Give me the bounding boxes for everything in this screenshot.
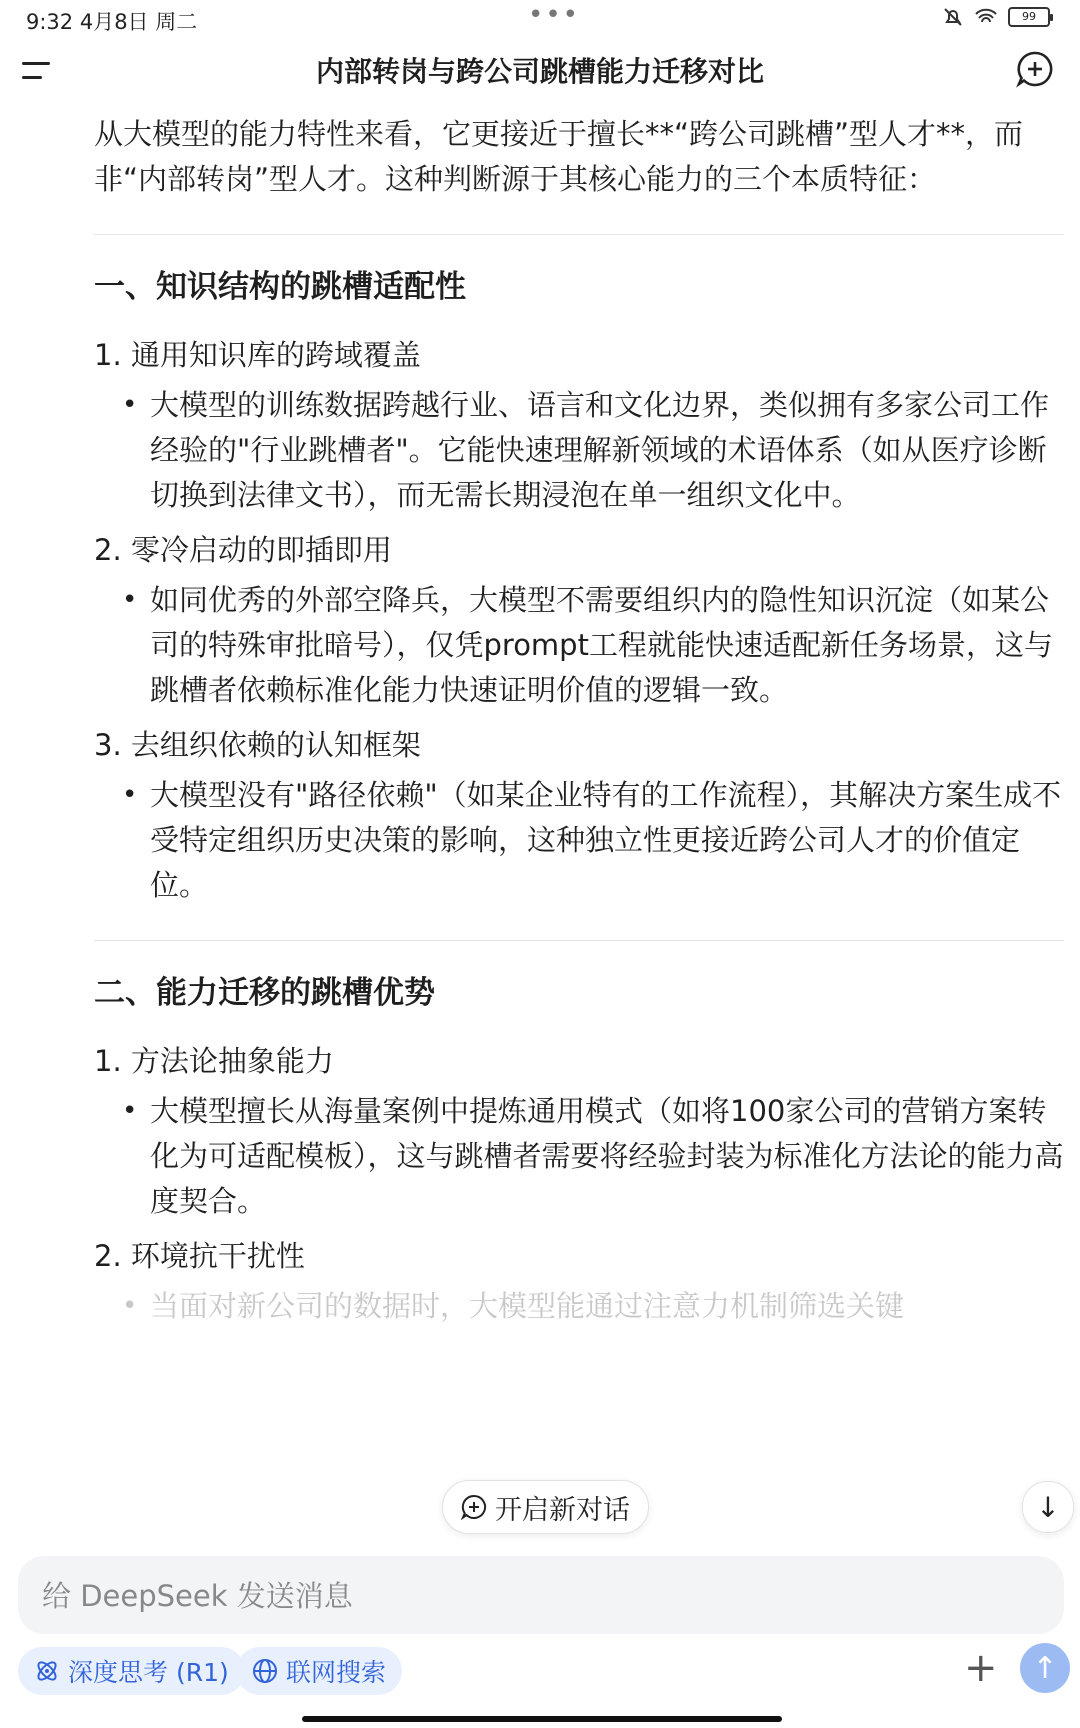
- list-item-title: 3. 去组织依赖的认知框架: [94, 728, 421, 762]
- home-indicator[interactable]: [302, 1716, 782, 1722]
- attach-plus-icon[interactable]: +: [964, 1645, 998, 1691]
- bullet-text: • 大模型擅长从海量案例中提炼通用模式（如将100家公司的营销方案转化为可适配模板），这与跳槽者需要将经验封装为标准化方法论的能力高度契合。: [94, 1089, 1064, 1224]
- web-search-label: 联网搜索: [286, 1658, 387, 1687]
- message-content: [94, 112, 1064, 1337]
- message-input[interactable]: [18, 1556, 1064, 1634]
- deep-think-toggle[interactable]: [18, 1647, 245, 1695]
- arrow-up-icon: ↑: [1032, 1650, 1058, 1686]
- scroll-down-button[interactable]: [1022, 1481, 1074, 1533]
- mute-bell-icon: [942, 6, 964, 28]
- divider: [94, 940, 1064, 941]
- arrow-down-icon: ↓: [1036, 1490, 1060, 1524]
- status-icons: [942, 6, 1050, 28]
- new-chat-icon[interactable]: [1016, 50, 1054, 88]
- web-search-toggle[interactable]: [236, 1647, 402, 1695]
- new-chat-label: 开启新对话: [495, 1494, 630, 1526]
- divider: [94, 234, 1064, 235]
- deep-think-label: 深度思考 (R1): [68, 1658, 229, 1687]
- wifi-icon: [974, 7, 998, 27]
- battery-icon: 99: [1008, 7, 1050, 27]
- bullet-text: • 大模型的训练数据跨越行业、语言和文化边界，类似拥有多家公司工作经验的"行业跳槽者"。它能快速理解新领域的术语体系（如从医疗诊断切换到法律文书），而无需长期浸泡在单一组织文化中。: [94, 383, 1064, 518]
- list-item-title: 2. 零冷启动的即插即用: [94, 533, 392, 567]
- list-item-title: 2. 环境抗干扰性: [94, 1239, 305, 1273]
- section-heading: 一、知识结构的跳槽适配性: [94, 269, 466, 305]
- chat-header: [0, 40, 1080, 104]
- list-item-title: 1. 通用知识库的跨域覆盖: [94, 338, 421, 372]
- list-item-title: 1. 方法论抽象能力: [94, 1044, 334, 1078]
- new-chat-icon: [461, 1494, 487, 1520]
- input-placeholder: 给 DeepSeek 发送消息: [42, 1579, 353, 1613]
- status-time: 9:32 4月8日 周二: [26, 10, 198, 34]
- status-bar: [0, 0, 1080, 36]
- conversation-title: 内部转岗与跨公司跳槽能力迁移对比: [315, 55, 764, 88]
- intro-paragraph: 从大模型的能力特性来看，它更接近于擅长**“跨公司跳槽”型人才**，而非“内部转岗”型人才。这种判断源于其核心能力的三个本质特征：: [94, 117, 1024, 196]
- bullet-text: • 如同优秀的外部空降兵，大模型不需要组织内的隐性知识沉淀（如某公司的特殊审批暗号），仅凭prompt工程就能快速适配新任务场景，这与跳槽者依赖标准化能力快速证明价值的逻辑一致。: [94, 578, 1064, 713]
- send-button[interactable]: [1020, 1643, 1070, 1693]
- new-chat-button[interactable]: [442, 1480, 649, 1534]
- atom-icon: [34, 1658, 60, 1684]
- bullet-text-faded: • 当面对新公司的数据时，大模型能通过注意力机制筛选关键: [94, 1284, 1060, 1329]
- globe-icon: [252, 1658, 278, 1684]
- section-heading: 二、能力迁移的跳槽优势: [94, 975, 435, 1011]
- bullet-text: • 大模型没有"路径依赖"（如某企业特有的工作流程），其解决方案生成不受特定组织历史决策的影响，这种独立性更接近跨公司人才的价值定位。: [94, 773, 1064, 908]
- multitask-dots[interactable]: •••: [528, 0, 581, 30]
